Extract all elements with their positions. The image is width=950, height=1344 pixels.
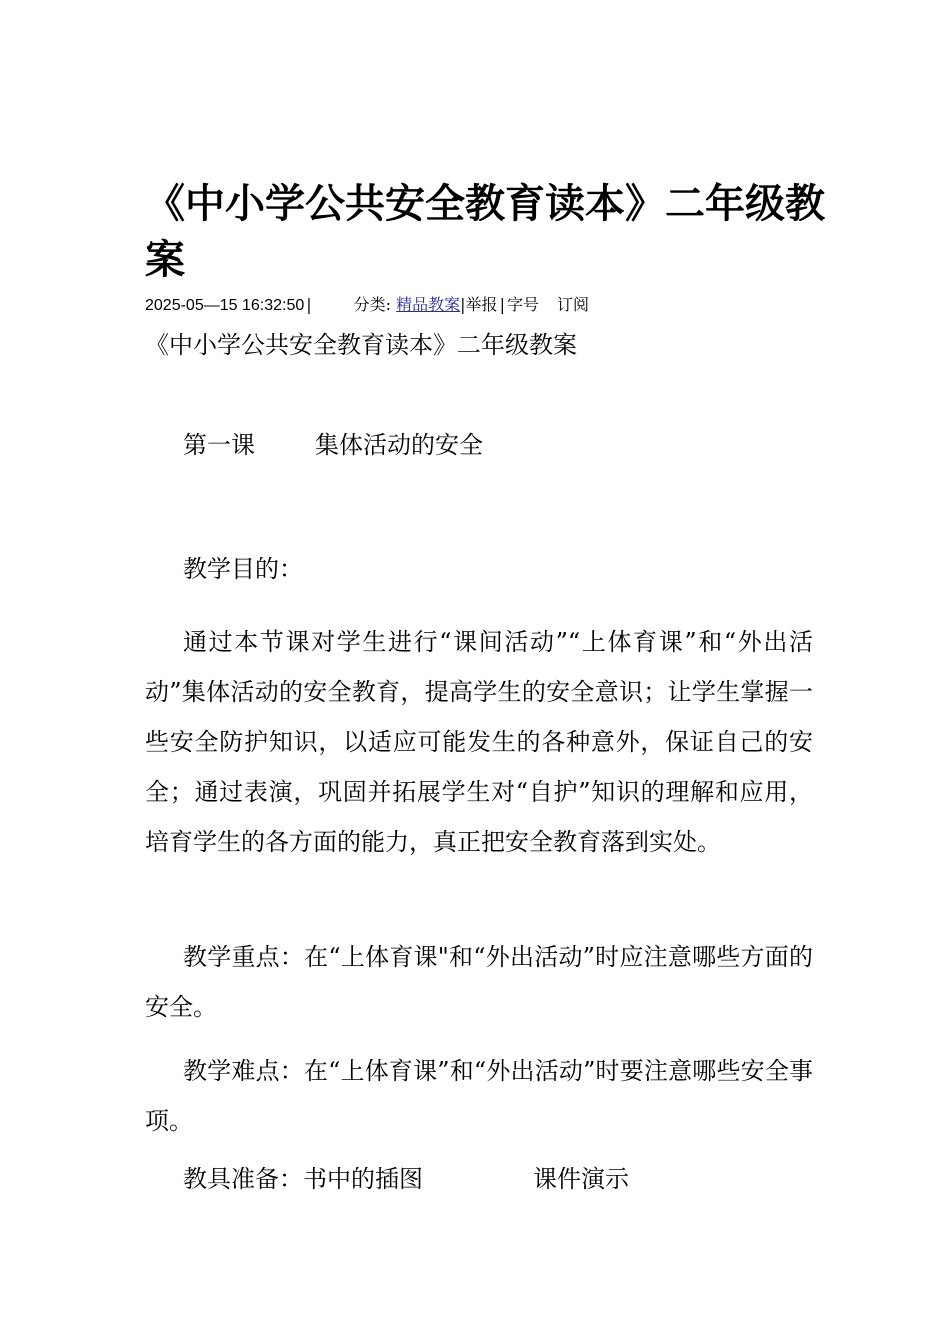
page-title: 《中小学公共安全教育读本》二年级教案	[145, 181, 825, 283]
materials-paragraph	[145, 1162, 813, 1196]
document-subtitle: 《中小学公共安全教育读本》二年级教案	[145, 331, 577, 359]
article-meta	[145, 294, 845, 317]
materials-label: 教具准备：书中的插图	[183, 1165, 423, 1193]
publish-datetime: 2025-05—15 16:32:50	[145, 297, 305, 314]
subscribe-link[interactable]: 订阅	[556, 295, 589, 314]
meta-separator: |	[499, 295, 505, 314]
category-label: 分类:	[353, 295, 392, 314]
lesson-name: 集体活动的安全	[315, 431, 483, 459]
difficulty-paragraph: 教学难点：在“上体育课”和“外出活动”时要注意哪些安全事项。	[145, 1057, 813, 1135]
meta-separator: |	[306, 295, 312, 314]
objective-paragraph: 通过本节课对学生进行“课间活动”“上体育课”和“外出活动”集体活动的安全教育，提高学生的安全意识；让学生掌握一些安全防护知识，以适应可能发生的各种意外，保证自己的安全；通过表演，巩固并拓展学生对“自护”知识的理解和应用，培育学生的各方面的能力，真正把安全教育落到实处。	[145, 628, 813, 856]
materials-item: 课件演示	[533, 1165, 629, 1193]
font-size-link[interactable]: 字号	[506, 295, 539, 314]
lesson-heading	[183, 428, 483, 462]
category-link[interactable]: 精品教案	[396, 295, 461, 314]
lesson-number: 第一课	[183, 431, 255, 459]
report-link[interactable]: |举报	[460, 295, 498, 314]
key-point-paragraph: 教学重点：在“上体育课"和“外出活动”时应注意哪些方面的安全。	[145, 943, 813, 1021]
objective-heading: 教学目的：	[183, 555, 303, 583]
